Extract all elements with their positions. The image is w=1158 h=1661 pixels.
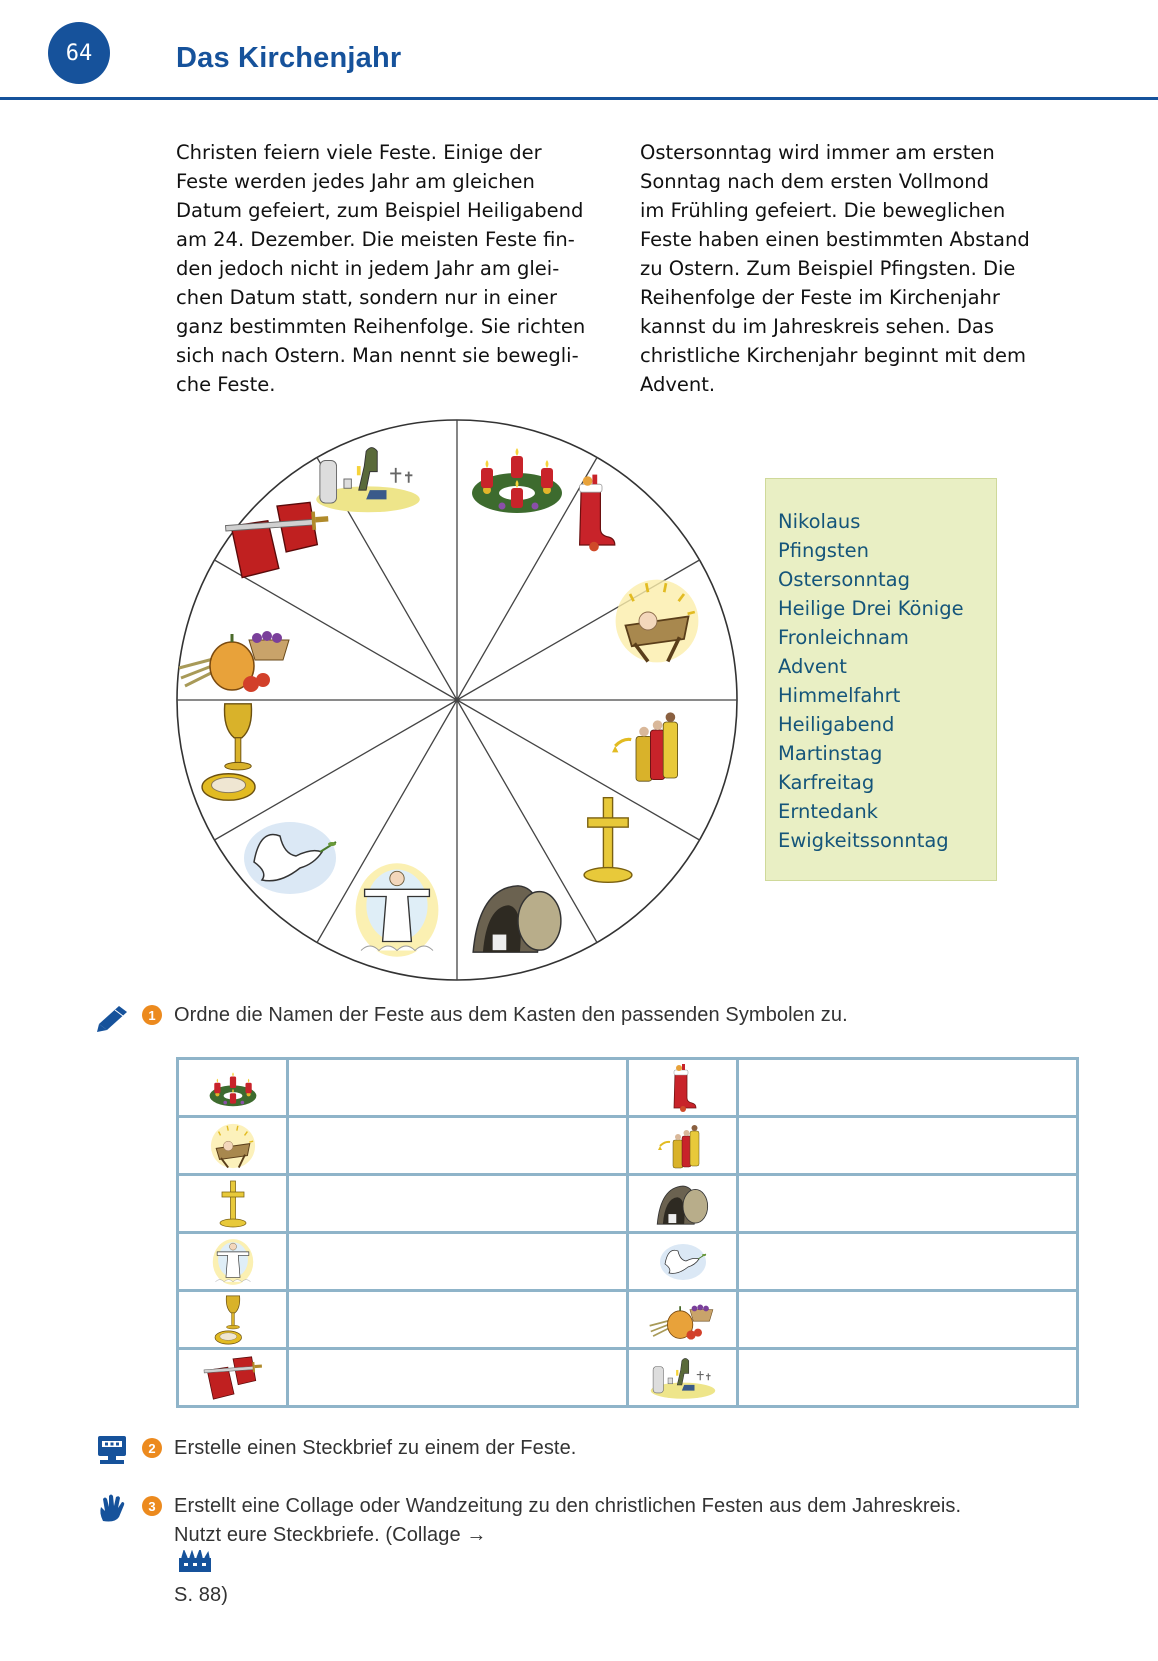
cloak-sword-icon bbox=[203, 1356, 261, 1398]
three-kings-icon bbox=[658, 1125, 699, 1168]
symbol-cell bbox=[628, 1117, 738, 1175]
answer-cell[interactable] bbox=[738, 1175, 1078, 1233]
computer-icon bbox=[94, 1434, 130, 1466]
empty-tomb-icon bbox=[657, 1186, 707, 1224]
hand-icon bbox=[94, 1492, 130, 1524]
intro-line: christliche Kirchenjahr beginnt mit dem bbox=[640, 344, 1026, 367]
answer-cell[interactable] bbox=[738, 1233, 1078, 1291]
intro-line: sich nach Ostern. Man nennt sie bewegli- bbox=[176, 344, 579, 367]
symbol-cell bbox=[178, 1117, 288, 1175]
symbol-cell bbox=[178, 1175, 288, 1233]
ascension-icon bbox=[212, 1239, 252, 1285]
festival-name: Heiligabend bbox=[778, 713, 895, 736]
symbol-cell bbox=[628, 1291, 738, 1349]
symbol-cell bbox=[628, 1059, 738, 1117]
symbol-cell bbox=[628, 1349, 738, 1407]
table-row bbox=[178, 1175, 1078, 1233]
answer-cell[interactable] bbox=[288, 1175, 628, 1233]
task-number: 2 bbox=[142, 1438, 162, 1458]
table-row bbox=[178, 1349, 1078, 1407]
harvest-icon bbox=[649, 1304, 712, 1339]
church-year-wheel bbox=[172, 418, 742, 988]
intro-line: ganz bestimmten Reihenfolge. Sie richten bbox=[176, 315, 586, 338]
page-number: 64 bbox=[65, 40, 93, 66]
dove-icon bbox=[244, 822, 336, 894]
nikolaus-boot-icon bbox=[674, 1064, 696, 1112]
pencil-icon bbox=[94, 1001, 130, 1033]
intro-line: Datum gefeiert, zum Beispiel Heiligabend bbox=[176, 199, 584, 222]
answer-cell[interactable] bbox=[738, 1291, 1078, 1349]
page-title: Das Kirchenjahr bbox=[176, 42, 402, 74]
symbol-cell bbox=[178, 1233, 288, 1291]
task-number: 3 bbox=[142, 1496, 162, 1516]
answer-cell[interactable] bbox=[288, 1117, 628, 1175]
intro-line: Ostersonntag wird immer am ersten bbox=[640, 141, 995, 164]
festival-name: Erntedank bbox=[778, 800, 878, 823]
answer-cell[interactable] bbox=[738, 1059, 1078, 1117]
dove-icon bbox=[660, 1244, 706, 1280]
festival-name: Nikolaus bbox=[778, 510, 861, 533]
intro-line: zu Ostern. Zum Beispiel Pfingsten. Die bbox=[640, 257, 1016, 280]
festival-name: Fronleichnam bbox=[778, 626, 909, 649]
intro-text-left bbox=[176, 138, 616, 399]
festival-name: Himmelfahrt bbox=[778, 684, 901, 707]
symbol-cell bbox=[628, 1175, 738, 1233]
chalice-host-icon bbox=[215, 1295, 241, 1343]
task-3 bbox=[94, 1492, 961, 1610]
nativity-manger-icon bbox=[616, 580, 699, 663]
festival-name: Karfreitag bbox=[778, 771, 875, 794]
page-reference: S. 88) bbox=[174, 1584, 228, 1606]
answer-cell[interactable] bbox=[288, 1291, 628, 1349]
intro-text-right bbox=[640, 138, 1080, 399]
festival-name: Martinstag bbox=[778, 742, 883, 765]
task-instruction: Erstellt eine Collage oder Wandzeitung zu den christlichen Festen aus dem Jahreskreis. bbox=[174, 1495, 962, 1517]
intro-line: Reihenfolge der Feste im Kirchenjahr bbox=[640, 286, 1000, 309]
symbol-cell bbox=[178, 1291, 288, 1349]
task-1 bbox=[94, 1001, 848, 1033]
intro-line: chen Datum statt, sondern nur in einer bbox=[176, 286, 557, 309]
intro-line: Feste werden jedes Jahr am gleichen bbox=[176, 170, 535, 193]
intro-line: Christen feiern viele Feste. Einige der bbox=[176, 141, 542, 164]
festival-name: Heilige Drei Könige bbox=[778, 597, 964, 620]
festival-name: Ewigkeitssonntag bbox=[778, 829, 949, 852]
task-number: 1 bbox=[142, 1005, 162, 1025]
table-row bbox=[178, 1117, 1078, 1175]
symbol-cell bbox=[178, 1349, 288, 1407]
answer-cell[interactable] bbox=[738, 1349, 1078, 1407]
answer-cell[interactable] bbox=[288, 1349, 628, 1407]
answer-cell[interactable] bbox=[738, 1117, 1078, 1175]
nativity-manger-icon bbox=[210, 1123, 254, 1167]
intro-line: Advent. bbox=[640, 373, 716, 396]
festival-name: Pfingsten bbox=[778, 539, 869, 562]
symbol-cell bbox=[628, 1233, 738, 1291]
festival-name: Advent bbox=[778, 655, 847, 678]
intro-line: che Feste. bbox=[176, 373, 276, 396]
answer-cell[interactable] bbox=[288, 1233, 628, 1291]
answer-table bbox=[176, 1057, 1079, 1408]
task-instruction: Ordne die Namen der Feste aus dem Kasten den passenden Symbolen zu. bbox=[174, 1004, 848, 1026]
grave-visit-icon bbox=[650, 1358, 714, 1398]
intro-line: Feste haben einen bestimmten Abstand bbox=[640, 228, 1030, 251]
festival-name: Ostersonntag bbox=[778, 568, 910, 591]
intro-line: Sonntag nach dem ersten Vollmond bbox=[640, 170, 989, 193]
advent-wreath-icon bbox=[209, 1072, 256, 1106]
task-2 bbox=[94, 1434, 576, 1466]
task-instruction: Erstelle einen Steckbrief zu einem der Feste. bbox=[174, 1437, 577, 1459]
intro-line: kannst du im Jahreskreis sehen. Das bbox=[640, 315, 995, 338]
table-row bbox=[178, 1233, 1078, 1291]
answer-cell[interactable] bbox=[288, 1059, 628, 1117]
cross-icon bbox=[220, 1181, 246, 1227]
table-row bbox=[178, 1059, 1078, 1117]
symbol-cell bbox=[178, 1059, 288, 1117]
header-divider bbox=[0, 97, 1158, 100]
task-instruction-line2 bbox=[174, 1521, 961, 1610]
ascension-icon bbox=[356, 863, 439, 957]
festival-names-box bbox=[765, 478, 997, 881]
intro-line: im Frühling gefeiert. Die beweglichen bbox=[640, 199, 1006, 222]
intro-line: am 24. Dezember. Die meisten Feste fin- bbox=[176, 228, 575, 251]
page-number-badge bbox=[48, 22, 110, 84]
toolbox-method-icon[interactable] bbox=[178, 1550, 957, 1581]
task-instruction-prefix: Nutzt eure Steckbriefe. (Collage → bbox=[174, 1524, 487, 1546]
intro-line: den jedoch nicht in jedem Jahr am glei- bbox=[176, 257, 560, 280]
table-row bbox=[178, 1291, 1078, 1349]
